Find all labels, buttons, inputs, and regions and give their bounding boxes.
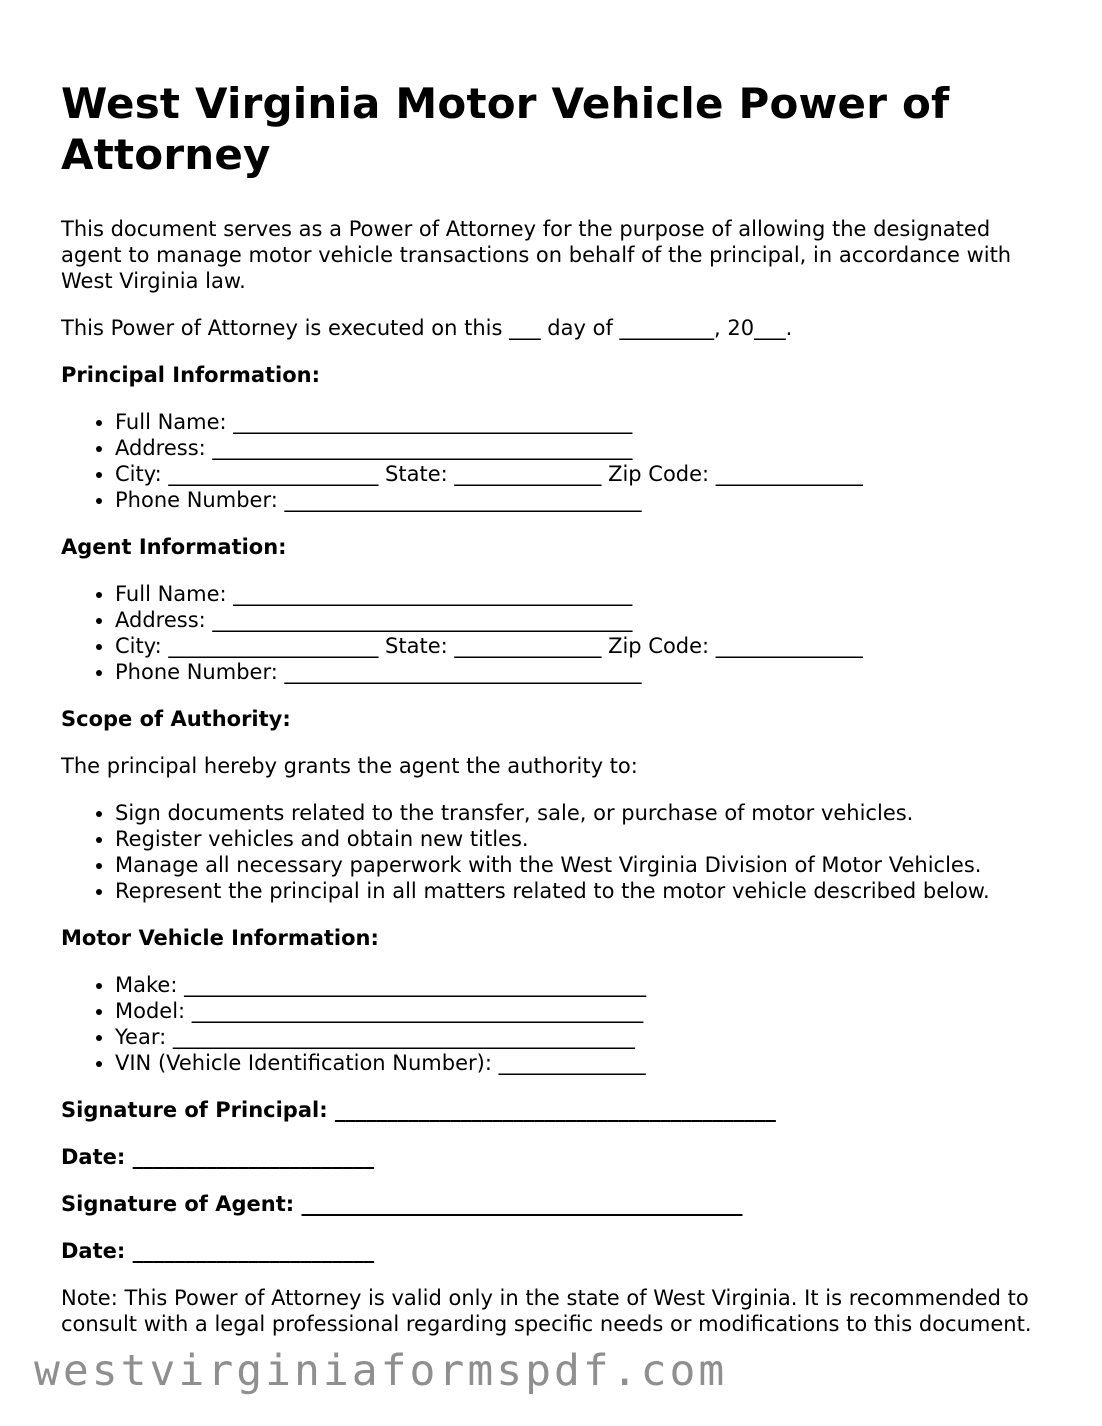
agent-date-line: Date: _______________________ [61,1239,375,1263]
scope-items [61,800,1051,904]
vehicle-model-field: • Model: ___________________________________________ [115,998,1051,1024]
scope-item: • Manage all necessary paperwork with the West Virginia Division of Motor Vehicles. [115,852,1051,878]
principal-phone-field: • Phone Number: __________________________________ [115,487,1051,513]
vehicle-make-field: • Make: ____________________________________________ [115,972,1051,998]
principal-heading: Principal Information: [61,363,321,387]
scope-item: • Represent the principal in all matters related to the motor vehicle described below. [115,878,1051,904]
agent-address-field: • Address: ________________________________________ [115,607,1051,633]
principal-city-state-zip-field: • City: ____________________ State: ______________ Zip Code: ______________ [115,461,1051,487]
agent-heading: Agent Information: [61,535,287,559]
document-title: West Virginia Motor Vehicle Power of Attorney [61,79,950,179]
principal-full-name-field: • Full Name: ______________________________________ [115,409,1051,435]
scope-intro: The principal hereby grants the agent the authority to: [61,754,638,778]
site-watermark: westvirginiaformspdf.com [34,1346,728,1396]
principal-address-field: • Address: ________________________________________ [115,435,1051,461]
agent-full-name-field: • Full Name: ______________________________________ [115,581,1051,607]
agent-signature-line: Signature of Agent: __________________________________________ [61,1192,743,1216]
executed-line: This Power of Attorney is executed on this ___ day of _________, 20___. [61,316,793,340]
note-paragraph: Note: This Power of Attorney is valid only in the state of West Virginia. It is recommended to consult with a legal professional regarding specific needs or modifications to this document. [61,1286,1032,1336]
scope-heading: Scope of Authority: [61,707,291,731]
scope-item: • Register vehicles and obtain new titles. [115,826,1051,852]
agent-phone-field: • Phone Number: __________________________________ [115,659,1051,685]
agent-city-state-zip-field: • City: ____________________ State: ______________ Zip Code: ______________ [115,633,1051,659]
principal-fields [61,409,1051,513]
vehicle-year-field: • Year: ____________________________________________ [115,1024,1051,1050]
vehicle-fields [61,972,1051,1076]
scope-item: • Sign documents related to the transfer, sale, or purchase of motor vehicles. [115,800,1051,826]
principal-date-line: Date: _______________________ [61,1145,375,1169]
document-page [61,78,1051,1358]
agent-fields [61,581,1051,685]
vehicle-heading: Motor Vehicle Information: [61,926,379,950]
intro-paragraph: This document serves as a Power of Attorney for the purpose of allowing the designated agent to manage motor vehicle transactions on behalf of the principal, in accordance with West Virginia law. [61,217,1012,293]
vehicle-vin-field: • VIN (Vehicle Identification Number): ______________ [115,1050,1051,1076]
principal-signature-line: Signature of Principal: __________________________________________ [61,1098,776,1122]
